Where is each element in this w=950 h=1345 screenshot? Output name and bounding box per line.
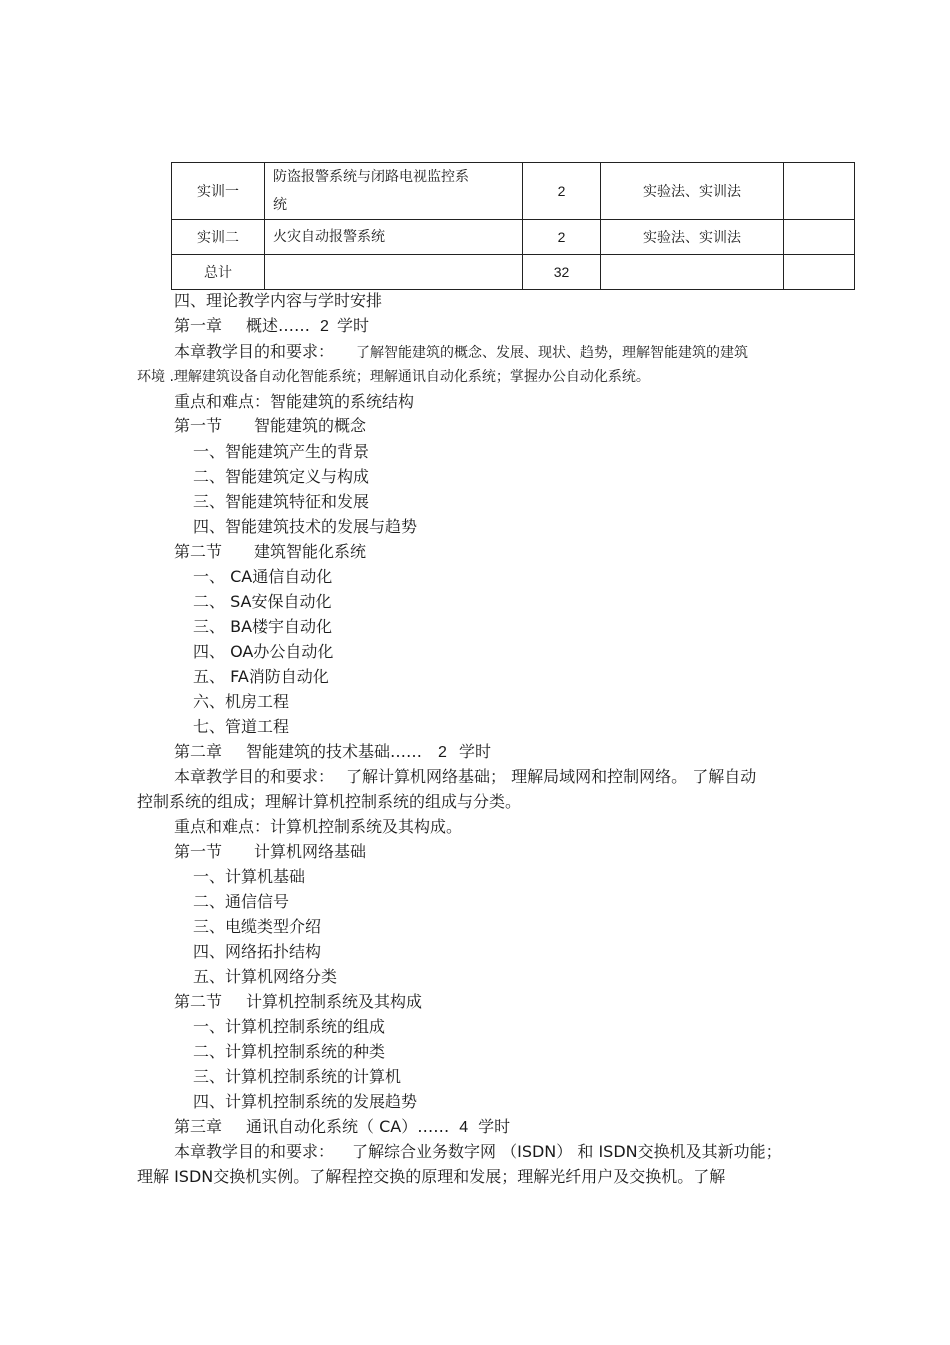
total-hours-cell: 32 [523,255,601,290]
list-item: 一、 CA通信自动化 [193,567,333,586]
chapter-label: 第三章 [174,1117,223,1136]
list-item: 一、计算机基础 [193,867,306,886]
chapter-1-goal-cont: 环境 .理解建筑设备自动化智能系统；理解通讯自动化系统；掌握办公自动化系统。 [137,369,650,385]
goal-text: 了解计算机网络基础； 理解局域网和控制网络。 了解自动 [346,767,757,786]
list-item: 三、计算机控制系统的计算机 [193,1067,402,1086]
note-cell [784,220,855,255]
list-item: 二、智能建筑定义与构成 [193,467,370,486]
chapter-name: 通讯自动化系统（ CA）…… [246,1117,450,1136]
chapter-hours-unit: 学时 [336,316,369,335]
chapter-2-key-points: 重点和难点：计算机控制系统及其构成。 [174,817,463,836]
chapter-hours: 2 [320,318,329,335]
list-item: 一、智能建筑产生的背景 [193,442,370,461]
list-item: 二、通信信号 [193,892,290,911]
training-name-line1: 防盗报警系统与闭路电视监控系 [273,169,469,185]
training-id-cell: 实训一 [172,163,265,220]
chapter-hours-unit: 学时 [458,742,491,761]
chapter-label: 第一章 [174,316,223,335]
chapter-2-goal-cont: 控制系统的组成；理解计算机控制系统的组成与分类。 [137,792,522,811]
training-schedule-table [171,162,855,290]
list-item: 三、电缆类型介绍 [193,917,322,936]
list-item: 五、 FA消防自动化 [193,667,329,686]
list-item: 七、管道工程 [193,717,290,736]
training-name-cell: 火灾自动报警系统 [265,220,523,255]
chapter-label: 第二章 [174,742,223,761]
list-item: 六、机房工程 [193,692,290,711]
chapter-1-section-1 [174,416,366,436]
note-cell [784,255,855,290]
list-item: 二、计算机控制系统的种类 [193,1042,386,1061]
method-cell: 实验法、实训法 [601,163,784,220]
method-cell: 实验法、实训法 [601,220,784,255]
list-item: 三、智能建筑特征和发展 [193,492,370,511]
chapter-hours-unit: 学时 [478,1117,511,1136]
chapter-2-section-2 [174,992,422,1012]
chapter-hours: 2 [438,744,447,761]
training-name-cell [265,163,523,220]
chapter-3-goal [174,1142,782,1162]
section-label: 第二节 [174,542,223,561]
method-cell [601,255,784,290]
section-label: 第一节 [174,842,223,861]
list-item: 三、 BA楼宇自动化 [193,617,333,636]
section-name: 计算机网络基础 [254,842,367,861]
list-item: 四、计算机控制系统的发展趋势 [193,1092,418,1111]
training-name-cell [265,255,523,290]
goal-label: 本章教学目的和要求： [174,342,335,361]
chapter-2-heading [174,742,491,763]
list-item: 四、 OA办公自动化 [193,642,334,661]
section-name: 智能建筑的概念 [254,416,367,435]
section-name: 计算机控制系统及其构成 [246,992,423,1011]
chapter-3-goal-cont: 理解 ISDN交换机实例。了解程控交换的原理和发展；理解光纤用户及交换机。了解 [137,1167,726,1186]
chapter-name: 概述…… [246,316,311,335]
list-item: 二、 SA安保自动化 [193,592,332,611]
chapter-2-goal [174,767,756,787]
chapter-1-section-2 [174,542,366,562]
goal-text: 了解智能建筑的概念、发展、现状、趋势，理解智能建筑的建筑 [356,345,749,361]
chapter-hours: 4 [459,1119,469,1136]
list-item: 四、智能建筑技术的发展与趋势 [193,517,418,536]
hours-cell: 2 [523,163,601,220]
training-name-line2: 统 [273,197,287,213]
table-row [172,163,855,220]
chapter-1-key-points: 重点和难点：智能建筑的系统结构 [174,392,415,411]
total-label-cell: 总计 [172,255,265,290]
note-cell [784,163,855,220]
chapter-1-goal [174,342,748,363]
goal-label: 本章教学目的和要求： [174,1142,335,1161]
training-id-cell: 实训二 [172,220,265,255]
section-name: 建筑智能化系统 [254,542,367,561]
list-item: 一、计算机控制系统的组成 [193,1017,386,1036]
chapter-1-heading [174,316,369,337]
goal-text: 了解综合业务数字网 （ISDN） 和 ISDN交换机及其新功能； [352,1142,782,1161]
list-item: 五、计算机网络分类 [193,967,338,986]
chapter-3-heading [174,1117,510,1138]
table-row [172,255,855,290]
list-item: 四、网络拓扑结构 [193,942,322,961]
section-title: 四、理论教学内容与学时安排 [174,291,383,310]
section-label: 第一节 [174,416,223,435]
goal-label: 本章教学目的和要求： [174,767,335,786]
section-label: 第二节 [174,992,223,1011]
chapter-name: 智能建筑的技术基础…… [246,742,423,761]
hours-cell: 2 [523,220,601,255]
chapter-2-section-1 [174,842,366,862]
table-row [172,220,855,255]
